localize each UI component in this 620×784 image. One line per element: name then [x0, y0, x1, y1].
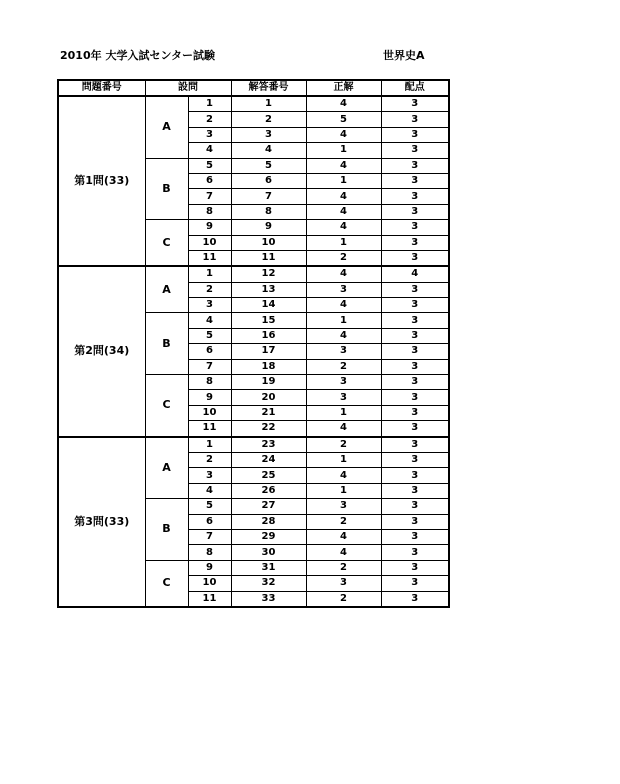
answer-number: 9 — [231, 220, 306, 235]
answer-number: 16 — [231, 328, 306, 343]
answer-number: 10 — [231, 235, 306, 250]
answer-number: 27 — [231, 499, 306, 514]
correct-answer: 2 — [306, 437, 381, 453]
correct-answer: 4 — [306, 328, 381, 343]
correct-answer: 1 — [306, 452, 381, 467]
points: 3 — [381, 282, 449, 297]
correct-answer: 4 — [306, 189, 381, 204]
section-label: C — [145, 375, 188, 437]
subquestion-number: 9 — [188, 390, 231, 405]
section-label: A — [145, 266, 188, 313]
answer-number: 29 — [231, 529, 306, 544]
subquestion-number: 3 — [188, 298, 231, 313]
answer-number: 6 — [231, 173, 306, 188]
section-label: A — [145, 437, 188, 499]
subquestion-number: 6 — [188, 173, 231, 188]
subquestion-number: 2 — [188, 452, 231, 467]
answer-number: 32 — [231, 576, 306, 591]
section-label: B — [145, 499, 188, 561]
subquestion-number: 10 — [188, 405, 231, 420]
points: 3 — [381, 560, 449, 575]
subquestion-number: 4 — [188, 313, 231, 328]
subquestion-number: 8 — [188, 545, 231, 560]
subquestion-number: 6 — [188, 514, 231, 529]
correct-answer: 1 — [306, 143, 381, 158]
subquestion-number: 2 — [188, 112, 231, 127]
points: 3 — [381, 173, 449, 188]
section-label: B — [145, 313, 188, 375]
points: 3 — [381, 204, 449, 219]
correct-answer: 4 — [306, 266, 381, 282]
points: 3 — [381, 529, 449, 544]
answer-number: 1 — [231, 96, 306, 112]
col-header-correct: 正解 — [306, 80, 381, 96]
subquestion-number: 1 — [188, 437, 231, 453]
correct-answer: 4 — [306, 220, 381, 235]
points: 3 — [381, 112, 449, 127]
points: 3 — [381, 499, 449, 514]
subquestion-number: 4 — [188, 143, 231, 158]
points: 3 — [381, 452, 449, 467]
points: 4 — [381, 266, 449, 282]
correct-answer: 1 — [306, 313, 381, 328]
table-row — [58, 266, 449, 282]
points: 3 — [381, 405, 449, 420]
answer-number: 3 — [231, 127, 306, 142]
points: 3 — [381, 545, 449, 560]
answer-number: 21 — [231, 405, 306, 420]
correct-answer: 4 — [306, 158, 381, 173]
correct-answer: 4 — [306, 127, 381, 142]
subquestion-number: 5 — [188, 499, 231, 514]
subquestion-number: 11 — [188, 591, 231, 607]
section-label: A — [145, 96, 188, 158]
subquestion-number: 3 — [188, 468, 231, 483]
subquestion-number: 11 — [188, 250, 231, 266]
points: 3 — [381, 390, 449, 405]
subquestion-number: 5 — [188, 158, 231, 173]
points: 3 — [381, 437, 449, 453]
points: 3 — [381, 359, 449, 374]
subquestion-number: 8 — [188, 204, 231, 219]
answer-number: 28 — [231, 514, 306, 529]
subquestion-number: 10 — [188, 576, 231, 591]
col-header-points: 配点 — [381, 80, 449, 96]
answer-number: 19 — [231, 375, 306, 390]
subquestion-number: 7 — [188, 359, 231, 374]
correct-answer: 2 — [306, 514, 381, 529]
question-label: 第3問(33) — [58, 437, 145, 607]
correct-answer: 3 — [306, 499, 381, 514]
col-header-answer-number: 解答番号 — [231, 80, 306, 96]
correct-answer: 1 — [306, 405, 381, 420]
answer-number: 5 — [231, 158, 306, 173]
subquestion-number: 1 — [188, 266, 231, 282]
col-header-question: 問題番号 — [58, 80, 145, 96]
answer-number: 17 — [231, 344, 306, 359]
points: 3 — [381, 189, 449, 204]
answer-table — [57, 79, 450, 608]
answer-number: 20 — [231, 390, 306, 405]
answer-number: 12 — [231, 266, 306, 282]
subquestion-number: 1 — [188, 96, 231, 112]
correct-answer: 4 — [306, 96, 381, 112]
subquestion-number: 9 — [188, 220, 231, 235]
points: 3 — [381, 344, 449, 359]
answer-number: 14 — [231, 298, 306, 313]
answer-number: 22 — [231, 421, 306, 437]
subquestion-number: 7 — [188, 189, 231, 204]
correct-answer: 4 — [306, 545, 381, 560]
correct-answer: 1 — [306, 235, 381, 250]
subquestion-number: 11 — [188, 421, 231, 437]
points: 3 — [381, 127, 449, 142]
table-row — [58, 437, 449, 453]
points: 3 — [381, 220, 449, 235]
section-label: C — [145, 220, 188, 267]
subject-title: 世界史A — [383, 49, 425, 62]
subquestion-number: 10 — [188, 235, 231, 250]
points: 3 — [381, 235, 449, 250]
answer-number: 11 — [231, 250, 306, 266]
correct-answer: 1 — [306, 483, 381, 498]
correct-answer: 5 — [306, 112, 381, 127]
correct-answer: 2 — [306, 591, 381, 607]
correct-answer: 4 — [306, 529, 381, 544]
answer-number: 23 — [231, 437, 306, 453]
correct-answer: 1 — [306, 173, 381, 188]
points: 3 — [381, 298, 449, 313]
points: 3 — [381, 591, 449, 607]
answer-number: 8 — [231, 204, 306, 219]
answer-number: 7 — [231, 189, 306, 204]
points: 3 — [381, 483, 449, 498]
correct-answer: 2 — [306, 359, 381, 374]
correct-answer: 2 — [306, 560, 381, 575]
correct-answer: 4 — [306, 204, 381, 219]
correct-answer: 3 — [306, 282, 381, 297]
header-row — [58, 80, 449, 96]
correct-answer: 3 — [306, 375, 381, 390]
answer-number: 31 — [231, 560, 306, 575]
points: 3 — [381, 158, 449, 173]
points: 3 — [381, 143, 449, 158]
points: 3 — [381, 328, 449, 343]
answer-number: 15 — [231, 313, 306, 328]
table-row — [58, 96, 449, 112]
subquestion-number: 2 — [188, 282, 231, 297]
answer-table-body — [58, 96, 449, 607]
points: 3 — [381, 375, 449, 390]
points: 3 — [381, 250, 449, 266]
answer-number: 33 — [231, 591, 306, 607]
subquestion-number: 3 — [188, 127, 231, 142]
points: 3 — [381, 576, 449, 591]
section-label: C — [145, 560, 188, 607]
col-header-subquestion: 設問 — [145, 80, 231, 96]
subquestion-number: 7 — [188, 529, 231, 544]
points: 3 — [381, 313, 449, 328]
points: 3 — [381, 468, 449, 483]
section-label: B — [145, 158, 188, 220]
answer-number: 18 — [231, 359, 306, 374]
correct-answer: 4 — [306, 468, 381, 483]
correct-answer: 3 — [306, 344, 381, 359]
answer-number: 24 — [231, 452, 306, 467]
answer-number: 2 — [231, 112, 306, 127]
points: 3 — [381, 96, 449, 112]
points: 3 — [381, 421, 449, 437]
correct-answer: 4 — [306, 298, 381, 313]
question-label: 第2問(34) — [58, 266, 145, 436]
subquestion-number: 9 — [188, 560, 231, 575]
answer-number: 30 — [231, 545, 306, 560]
document-title: 2010年 大学入試センター試験 — [60, 49, 216, 62]
correct-answer: 4 — [306, 421, 381, 437]
answer-number: 26 — [231, 483, 306, 498]
answer-number: 4 — [231, 143, 306, 158]
question-label: 第1問(33) — [58, 96, 145, 266]
correct-answer: 3 — [306, 390, 381, 405]
points: 3 — [381, 514, 449, 529]
answer-number: 13 — [231, 282, 306, 297]
correct-answer: 3 — [306, 576, 381, 591]
subquestion-number: 6 — [188, 344, 231, 359]
correct-answer: 2 — [306, 250, 381, 266]
answer-number: 25 — [231, 468, 306, 483]
subquestion-number: 4 — [188, 483, 231, 498]
subquestion-number: 8 — [188, 375, 231, 390]
subquestion-number: 5 — [188, 328, 231, 343]
